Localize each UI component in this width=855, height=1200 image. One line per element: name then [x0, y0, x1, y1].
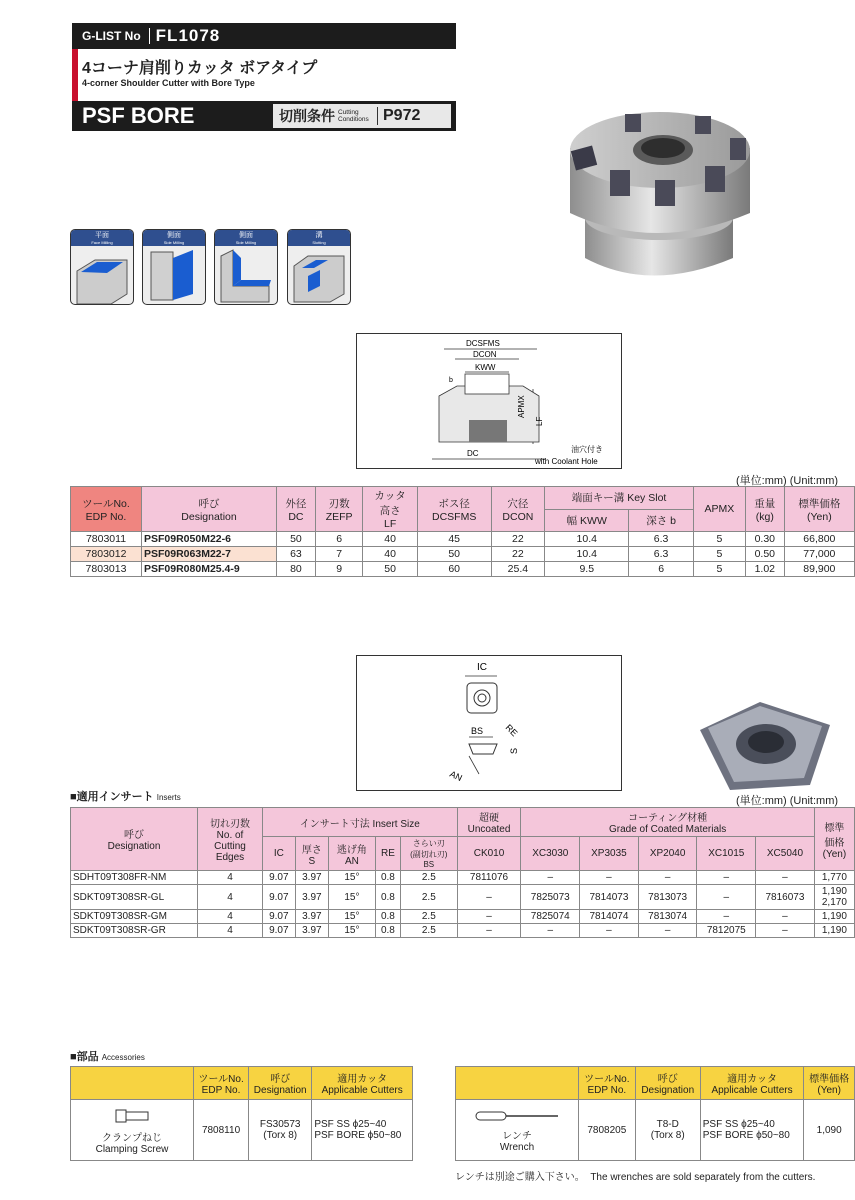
table-row: SDKT09T308SR-GL 4 9.07 3.97 15° 0.8 2.5 – 7825073 7814073 7813073 – 7816073 1,190 2,170 [71, 885, 855, 910]
accessory-wrench-table: ツールNo. EDP No. 呼び Designation 適用カッタ Applicable Cutters 標準価格 (Yen) レンチ Wrench 7808205 T8-D (Torx 8) PSF SS ϕ25~40 PSF BORE ϕ50~80 1,090 [455, 1066, 855, 1161]
wrench-icon [472, 1108, 562, 1124]
tag-side-milling-2: 側面 Side Milling [214, 229, 278, 305]
insert-dimension-diagram [356, 655, 622, 791]
cutter-table: ツールNo. EDP No. 呼び Designation 外径 DC 刃数 ZEFP カッタ 高さ LF ボス径 DCSFMS 穴径 DCON 端面キー溝 Key Slot APMX 重量 (kg) 標準価格 (Yen) 幅 KWW 深さ b 7803011 PSF09R050M22-6 50 6 40 45 22 10.4 6.3 5 0.30 66,800 7803012 PSF09R063M22-7 63 7 40 50 22 10.4 6.3 5 0.50 77,000 7803013 PSF09R080M25.4-9 80 9 50 60 25.4 9.5 6 5 1.02 89,900 [70, 486, 855, 577]
glist-label: G-LIST No [82, 29, 141, 43]
face-milling-icon [71, 246, 133, 304]
title-en: 4-corner Shoulder Cutter with Bore Type [82, 78, 255, 88]
svg-text:DC: DC [467, 449, 479, 458]
cutter-dimension-diagram [356, 333, 622, 469]
cond-jp: 切削条件 [279, 108, 335, 124]
cond-en: Cutting Conditions [338, 109, 369, 123]
side-milling-icon [143, 246, 205, 304]
table-row: 7803013 PSF09R080M25.4-9 80 9 50 60 25.4 9.5 6 5 1.02 89,900 [71, 562, 855, 577]
svg-text:with Coolant Hole: with Coolant Hole [535, 457, 598, 466]
footnote: レンチは別途ご購入下さい。 The wrenches are sold separately from the cutters. [455, 1172, 816, 1183]
svg-text:S: S [509, 747, 519, 754]
svg-text:DCON: DCON [473, 350, 497, 359]
svg-text:LF: LF [535, 416, 544, 426]
inserts-section-title: ■適用インサート Inserts [70, 791, 181, 803]
slotting-icon [288, 246, 350, 304]
unit-note-1: (単位:mm) (Unit:mm) [736, 475, 839, 487]
svg-text:油穴付き: 油穴付き [571, 445, 603, 454]
table-row: 7803012 PSF09R063M22-7 63 7 40 50 22 10.4 6.3 5 0.50 77,000 [71, 547, 855, 562]
insert-photo [690, 690, 840, 800]
clamping-screw-icon [112, 1106, 152, 1126]
table-row: レンチ Wrench 7808205 T8-D (Torx 8) PSF SS ϕ25~40 PSF BORE ϕ50~80 1,090 [456, 1100, 855, 1161]
svg-text:b: b [449, 377, 453, 384]
tag-side-milling: 側面 Side Milling [142, 229, 206, 305]
svg-text:RE: RE [503, 722, 520, 739]
shoulder-milling-icon [215, 246, 277, 304]
table-row: SDKT09T308SR-GR 4 9.07 3.97 15° 0.8 2.5 – – – – 7812075 – 1,190 [71, 924, 855, 938]
tag-face-milling: 平面 Face Milling [70, 229, 134, 305]
svg-text:AN: AN [448, 768, 464, 784]
svg-text:IC: IC [477, 662, 487, 673]
cutter-photo [555, 108, 755, 288]
svg-text:DCSFMS: DCSFMS [466, 339, 500, 348]
table-row: SDKT09T308SR-GM 4 9.07 3.97 15° 0.8 2.5 – 7825074 7814074 7813074 – – 1,190 [71, 910, 855, 924]
table-row: クランプねじ Clamping Screw 7808110 FS30573 (Torx 8) PSF SS ϕ25~40 PSF BORE ϕ50~80 [71, 1100, 413, 1161]
unit-note-2: (単位:mm) (Unit:mm) [736, 795, 839, 807]
glist-number: FL1078 [155, 26, 221, 45]
accessory-screw-table: ツールNo. EDP No. 呼び Designation 適用カッタ Applicable Cutters クランプねじ Clamping Screw 7808110 FS30573 (Torx 8) PSF SS ϕ25~40 PSF BORE ϕ50~80 [70, 1066, 413, 1161]
tag-slotting: 溝 Slotting [287, 229, 351, 305]
table-row: SDHT09T308FR-NM 4 9.07 3.97 15° 0.8 2.5 7811076 – – – – – 1,770 [71, 871, 855, 885]
accessories-section-title: ■部品 Accessories [70, 1051, 145, 1063]
cond-code: P972 [383, 107, 421, 124]
table-row: 7803011 PSF09R050M22-6 50 6 40 45 22 10.4 6.3 5 0.30 66,800 [71, 532, 855, 547]
svg-text:BS: BS [471, 726, 484, 736]
product-name: PSF BORE [82, 103, 195, 128]
title-jp: 4コーナ肩削りカッタ ボアタイプ [82, 60, 318, 77]
glist-header [72, 23, 456, 49]
svg-text:KWW: KWW [475, 363, 496, 372]
insert-table: 呼び Designation 切れ刃数 No. of Cutting Edges インサート寸法 Insert Size 超硬 Uncoated コーティング材種 Grade of Coated Materials 標準 価格 (Yen) IC 厚さ S 逃げ角 AN RE さらい刃 (副切れ刃) BS XC3030 XP3035 XP2040 XC1015 XC5040 CK010 SDHT09T308FR-NM 4 9.07 3.97 15° 0.8 2.5 7811076 – – – – – 1,770 SDKT09T308SR-GL 4 9.07 3.97 15° 0.8 2.5 – 7825073 7814073 7813073 – 7816073 1,190 2,170 SDKT09T308SR-GM 4 9.07 3.97 15° 0.8 2.5 – 7825074 7814074 7813074 – – 1,190 SDKT09T308SR-GR 4 9.07 3.97 15° 0.8 2.5 – – – – 7812075 – 1,190 [70, 807, 855, 938]
cutting-conditions-link[interactable] [273, 104, 451, 128]
svg-text:APMX: APMX [517, 395, 526, 418]
